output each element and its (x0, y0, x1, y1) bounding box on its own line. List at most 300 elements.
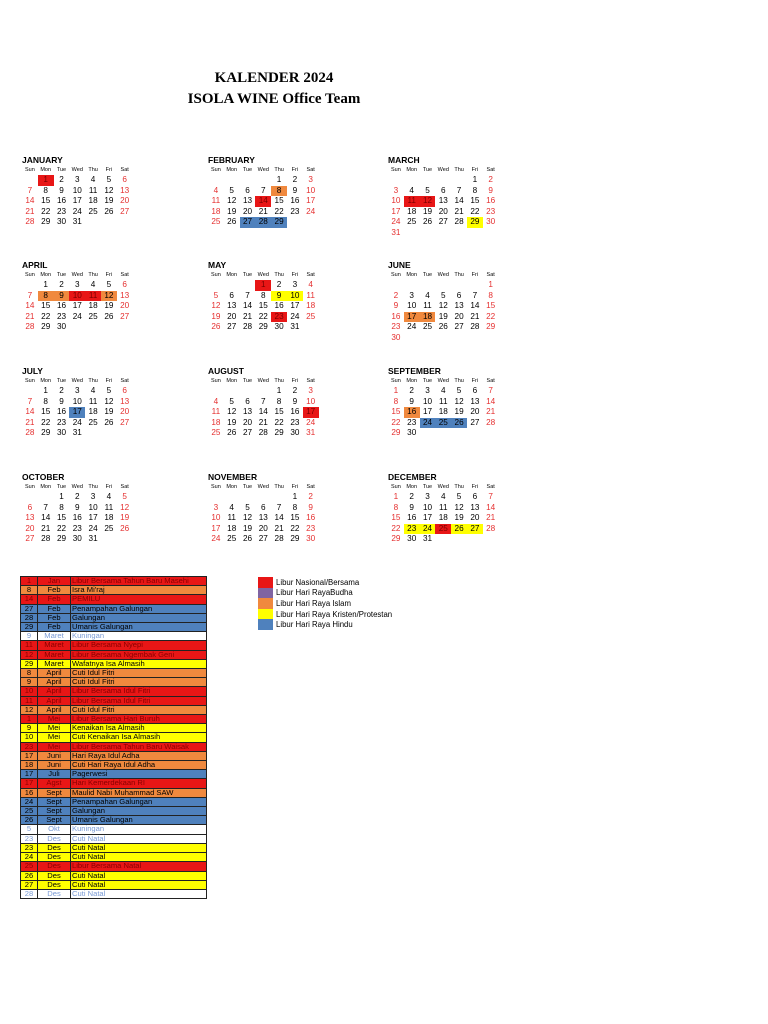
month-name: OCTOBER (22, 472, 65, 482)
day-cell: 2 (409, 386, 414, 395)
day-header: Wed (437, 378, 449, 384)
day-cell: 15 (290, 513, 300, 523)
day-cell: 26 (104, 311, 114, 321)
holiday-month: April (38, 696, 71, 705)
day-header: Thu (454, 378, 464, 384)
day-cell: 25 (306, 311, 316, 321)
day-cell: 3 (308, 175, 313, 184)
day-header: Wed (71, 167, 83, 173)
day-header: Mon (226, 378, 238, 384)
day-cell: 7 (488, 492, 493, 501)
day-cell: 5 (456, 492, 462, 501)
holiday-name: Libur Bersama Idul Fitri (71, 687, 207, 696)
day-cell: 3 (90, 492, 96, 501)
day-cell: 4 (106, 492, 112, 501)
day-cell: 5 (106, 280, 112, 289)
color-key (258, 577, 392, 630)
holiday-month: Des (38, 862, 71, 871)
holiday-name: Kuningan (71, 825, 207, 834)
holiday-day: 24 (21, 797, 38, 806)
day-cell: 8 (43, 396, 48, 406)
day-cell: 5 (441, 290, 446, 300)
day-cell: 24 (420, 524, 436, 535)
day-cell: 31 (306, 428, 316, 438)
day-header: Fri (105, 272, 113, 278)
day-cell: 19 (438, 311, 448, 321)
holiday-row (21, 779, 207, 788)
day-cell: 9 (59, 185, 64, 195)
empty-cell (208, 280, 224, 291)
calendar-subtitle: ISOLA WINE Office Team (187, 91, 361, 107)
day-cell: 17 (422, 513, 433, 523)
day-cell: 20 (120, 196, 130, 206)
day-cell: 8 (276, 396, 282, 406)
holiday-row (21, 880, 207, 889)
holiday-day: 16 (21, 788, 38, 797)
day-cell: 16 (274, 301, 284, 311)
holiday-row (21, 770, 207, 779)
empty-cell (467, 280, 483, 291)
holiday-row (21, 678, 207, 687)
day-cell: 12 (211, 301, 221, 311)
day-cell: 3 (425, 492, 430, 501)
day-cell: 18 (211, 417, 221, 427)
empty-cell (240, 492, 256, 503)
holiday-name: Umanis Galungan (71, 623, 207, 632)
day-header: Sun (391, 484, 401, 490)
day-header: Thu (454, 167, 464, 173)
holiday-day: 12 (21, 705, 38, 714)
day-cell: 8 (393, 396, 399, 406)
holiday-day: 10 (21, 687, 38, 696)
day-cell: 11 (439, 396, 448, 406)
legend-swatch (258, 577, 273, 588)
holiday-name: PEMILU (71, 595, 207, 604)
holiday-name: Libur Bersama Ngembak Geni (71, 650, 207, 659)
day-cell: 16 (56, 407, 67, 417)
day-cell: 3 (425, 386, 430, 395)
day-cell: 17 (391, 206, 401, 216)
day-cell: 23 (56, 206, 67, 216)
legend-item (258, 577, 392, 588)
day-cell: 8 (488, 290, 493, 300)
holiday-row (21, 871, 207, 880)
holiday-name: Libur Bersama Hari Buruh (71, 715, 207, 724)
day-cell: 12 (120, 502, 130, 512)
empty-cell (208, 386, 224, 397)
day-cell: 4 (90, 175, 96, 184)
day-header: Wed (71, 378, 83, 384)
day-cell: 16 (72, 513, 82, 523)
day-cell: 25 (227, 534, 237, 544)
day-cell: 28 (25, 322, 35, 332)
day-cell: 13 (438, 196, 448, 206)
holiday-month: Sept (38, 816, 71, 825)
day-cell: 30 (391, 332, 401, 342)
day-header: Tue (56, 484, 67, 490)
day-cell: 27 (120, 417, 130, 427)
day-cell: 28 (258, 428, 268, 438)
day-cell: 7 (27, 290, 33, 300)
holiday-month: Des (38, 880, 71, 889)
day-cell: 17 (211, 523, 221, 533)
legend-swatch (258, 619, 273, 630)
day-header: Mon (40, 167, 52, 173)
holiday-month: Juni (38, 751, 71, 760)
day-cell: 7 (472, 290, 478, 300)
day-header: Sat (486, 378, 495, 384)
day-cell: 22 (274, 417, 284, 427)
month-march (388, 154, 518, 239)
holiday-day: 27 (21, 604, 38, 613)
empty-cell (240, 175, 256, 186)
day-cell: 18 (211, 206, 221, 216)
legend-item (258, 609, 392, 620)
day-header: Sun (25, 272, 35, 278)
holiday-month: Sept (38, 807, 71, 816)
month-name: JANUARY (22, 155, 63, 165)
day-header: Tue (56, 378, 67, 384)
day-cell: 3 (308, 386, 313, 395)
empty-cell (451, 280, 467, 291)
day-cell: 12 (104, 185, 114, 195)
day-cell: 4 (409, 185, 414, 195)
day-cell: 29 (290, 534, 300, 544)
day-cell: 8 (472, 185, 478, 195)
holiday-row (21, 641, 207, 650)
holiday-day: 11 (21, 641, 38, 650)
holiday-month: Maret (38, 650, 71, 659)
day-header: Mon (406, 484, 418, 490)
day-cell: 4 (90, 280, 96, 289)
day-cell: 5 (456, 386, 462, 395)
month-name: MARCH (388, 155, 420, 165)
day-cell: 30 (72, 534, 82, 544)
day-cell: 19 (454, 407, 464, 417)
day-header: Sun (391, 378, 401, 384)
day-cell: 31 (88, 534, 98, 544)
day-cell: 22 (391, 523, 401, 533)
holiday-name: Umanis Galungan (71, 816, 207, 825)
holiday-name: Cuti Natal (71, 834, 207, 843)
day-cell: 16 (290, 196, 300, 206)
holiday-day: 25 (21, 807, 38, 816)
holiday-month: Feb (38, 604, 71, 613)
day-header: Mon (406, 378, 418, 384)
day-cell: 10 (422, 502, 433, 512)
day-cell: 22 (41, 417, 51, 427)
holiday-name: Isra Mi'raj (71, 586, 207, 595)
day-cell: 10 (306, 185, 316, 195)
day-cell: 20 (25, 523, 35, 533)
day-cell: 17 (303, 407, 319, 418)
holiday-name: Libur Bersama Natal (71, 862, 207, 871)
holiday-month: Sept (38, 788, 71, 797)
day-cell: 11 (404, 196, 420, 207)
day-cell: 13 (242, 407, 253, 417)
day-header: Sun (25, 167, 35, 173)
day-cell: 2 (292, 386, 298, 395)
day-cell: 8 (393, 502, 399, 512)
day-cell: 30 (407, 534, 417, 544)
empty-cell (255, 386, 271, 397)
holiday-name: Cuti Idul Fitri (71, 678, 207, 687)
month-february (208, 154, 338, 228)
holiday-row (21, 577, 207, 586)
holiday-month: Des (38, 853, 71, 862)
day-cell: 29 (258, 322, 268, 332)
day-cell: 24 (88, 523, 98, 533)
day-cell: 15 (391, 407, 401, 417)
day-cell: 19 (454, 513, 464, 523)
month-december (388, 471, 518, 545)
day-cell: 1 (276, 175, 282, 184)
day-cell: 19 (104, 301, 114, 311)
day-cell: 25 (435, 418, 451, 429)
day-header: Sun (211, 272, 221, 278)
day-header: Sun (25, 378, 35, 384)
day-cell: 21 (258, 206, 268, 216)
day-cell: 22 (290, 523, 300, 533)
day-cell: 18 (88, 196, 98, 206)
day-cell: 23 (486, 206, 496, 216)
day-header: Sun (211, 167, 221, 173)
day-cell: 15 (41, 196, 51, 206)
day-cell: 12 (454, 396, 464, 406)
holiday-name: Cuti Natal (71, 853, 207, 862)
day-cell: 17 (72, 301, 82, 311)
day-cell: 14 (41, 513, 51, 523)
day-cell: 20 (438, 206, 448, 216)
holiday-month: Mei (38, 733, 71, 742)
day-cell: 14 (454, 196, 464, 206)
empty-cell (224, 386, 240, 397)
empty-cell (22, 492, 38, 503)
day-cell: 24 (72, 417, 82, 427)
holiday-row (21, 853, 207, 862)
day-cell: 27 (467, 524, 483, 535)
day-header: Sun (211, 484, 221, 490)
day-cell: 9 (292, 185, 298, 195)
day-header: Fri (105, 484, 113, 490)
legend-swatch (258, 598, 273, 609)
holiday-name: Cuti Idul Fitri (71, 705, 207, 714)
day-cell: 22 (258, 311, 268, 321)
day-header: Mon (40, 484, 52, 490)
holiday-name: Libur Bersama Tahun Baru Masehi (71, 577, 207, 586)
day-cell: 2 (59, 175, 64, 184)
holiday-month: April (38, 687, 71, 696)
day-cell: 30 (56, 428, 67, 438)
day-cell: 7 (27, 396, 33, 406)
day-cell: 22 (470, 206, 480, 216)
month-august (208, 365, 338, 439)
day-cell: 26 (451, 524, 467, 535)
day-cell: 24 (306, 417, 316, 427)
day-cell: 29 (486, 322, 496, 332)
legend-label: Libur Hari Raya Islam (276, 598, 351, 608)
holiday-name: Galungan (71, 807, 207, 816)
holiday-row (21, 742, 207, 751)
holiday-row (21, 604, 207, 613)
day-header: Fri (471, 272, 479, 278)
day-header: Thu (88, 272, 98, 278)
day-cell: 10 (88, 502, 98, 512)
day-header: Sun (391, 272, 401, 278)
day-cell: 23 (72, 523, 82, 533)
day-cell: 6 (122, 280, 127, 289)
day-header: Wed (257, 484, 269, 490)
day-header: Thu (274, 272, 284, 278)
holiday-row (21, 733, 207, 742)
day-cell: 30 (56, 322, 67, 332)
day-header: Mon (226, 167, 238, 173)
day-cell: 13 (470, 502, 480, 512)
legend-item (258, 588, 392, 599)
day-cell: 16 (404, 407, 420, 418)
day-cell: 2 (488, 175, 493, 184)
day-cell: 9 (54, 291, 70, 302)
day-cell: 25 (104, 523, 114, 533)
day-cell: 11 (211, 407, 221, 417)
day-cell: 3 (409, 290, 414, 300)
day-cell: 28 (41, 534, 51, 544)
holiday-name: Penampahan Galungan (71, 797, 207, 806)
day-cell: 1 (59, 492, 64, 501)
day-cell: 19 (422, 206, 433, 216)
holiday-day: 14 (21, 595, 38, 604)
day-cell: 18 (438, 513, 448, 523)
holiday-month: Des (38, 871, 71, 880)
day-cell: 9 (409, 502, 414, 512)
day-cell: 6 (245, 396, 250, 406)
day-cell: 9 (393, 301, 399, 311)
holiday-day: 28 (21, 613, 38, 622)
holiday-name: Galungan (71, 613, 207, 622)
day-header: Tue (242, 167, 253, 173)
day-header: Thu (454, 272, 464, 278)
day-header: Mon (40, 272, 52, 278)
legend-label: Libur Hari Raya Hindu (276, 620, 353, 630)
day-cell: 23 (306, 523, 316, 533)
holiday-row (21, 724, 207, 733)
day-cell: 12 (438, 301, 448, 311)
empty-cell (22, 175, 38, 186)
day-header: Mon (226, 272, 238, 278)
day-cell: 25 (211, 428, 221, 438)
holiday-day: 18 (21, 761, 38, 770)
day-cell: 18 (88, 301, 98, 311)
day-cell: 6 (441, 185, 446, 195)
holiday-row (21, 586, 207, 595)
day-header: Wed (71, 272, 83, 278)
holiday-month: Maret (38, 641, 71, 650)
day-cell: 19 (227, 206, 237, 216)
calendar-title: KALENDER 2024 (214, 70, 334, 86)
day-cell: 10 (69, 291, 85, 302)
day-header: Thu (88, 484, 98, 490)
holiday-name: Cuti Natal (71, 843, 207, 852)
holiday-name: Penampahan Galungan (71, 604, 207, 613)
day-cell: 28 (242, 322, 253, 332)
day-cell: 26 (438, 322, 448, 332)
holiday-row (21, 669, 207, 678)
month-november (208, 471, 338, 545)
holiday-name: Pagerwesi (71, 770, 207, 779)
day-cell: 4 (229, 502, 234, 512)
day-cell: 13 (25, 513, 35, 523)
day-cell: 21 (242, 311, 253, 321)
day-cell: 12 (101, 291, 117, 302)
day-header: Sat (306, 167, 315, 173)
day-cell: 15 (274, 196, 284, 206)
day-header: Tue (242, 272, 253, 278)
day-cell: 28 (454, 217, 464, 227)
day-cell: 20 (470, 407, 480, 417)
day-cell: 25 (422, 322, 433, 332)
day-header: Sat (486, 167, 495, 173)
day-cell: 26 (104, 417, 114, 427)
day-cell: 24 (211, 534, 221, 544)
day-cell: 15 (41, 301, 51, 311)
holiday-day: 9 (21, 678, 38, 687)
holiday-row (21, 843, 207, 852)
day-cell: 4 (213, 396, 219, 406)
day-cell: 2 (393, 290, 399, 300)
day-cell: 7 (43, 502, 48, 512)
day-cell: 16 (290, 407, 300, 417)
day-cell: 12 (104, 396, 114, 406)
day-cell: 4 (90, 386, 96, 395)
day-cell: 15 (391, 513, 401, 523)
day-header: Mon (40, 378, 52, 384)
day-cell: 23 (404, 524, 420, 535)
day-cell: 30 (407, 428, 417, 438)
holiday-row (21, 834, 207, 843)
day-cell: 14 (242, 301, 253, 311)
day-cell: 1 (38, 175, 54, 186)
day-cell: 30 (486, 217, 496, 227)
holiday-row (21, 807, 207, 816)
day-cell: 14 (25, 301, 35, 311)
holiday-day: 25 (21, 862, 38, 871)
holiday-name: Maulid Nabi Muhammad SAW (71, 788, 207, 797)
day-cell: 7 (261, 396, 266, 406)
holiday-day: 26 (21, 816, 38, 825)
day-header: Sat (486, 484, 495, 490)
day-cell: 1 (292, 492, 298, 501)
holiday-row (21, 595, 207, 604)
holiday-day: 11 (21, 696, 38, 705)
day-cell: 17 (404, 312, 420, 323)
holiday-row (21, 751, 207, 760)
holiday-day: 24 (21, 853, 38, 862)
month-name: DECEMBER (388, 472, 437, 482)
day-cell: 29 (41, 322, 51, 332)
day-cell: 5 (245, 502, 250, 512)
holiday-row (21, 862, 207, 871)
day-cell: 8 (59, 502, 64, 512)
day-cell: 28 (274, 534, 284, 544)
day-cell: 8 (271, 186, 287, 197)
day-cell: 20 (242, 417, 253, 427)
day-cell: 18 (104, 513, 114, 523)
day-cell: 12 (242, 513, 253, 523)
day-cell: 23 (407, 417, 417, 427)
holiday-month: Des (38, 834, 71, 843)
day-cell: 10 (407, 301, 417, 311)
holiday-month: Mei (38, 724, 71, 733)
